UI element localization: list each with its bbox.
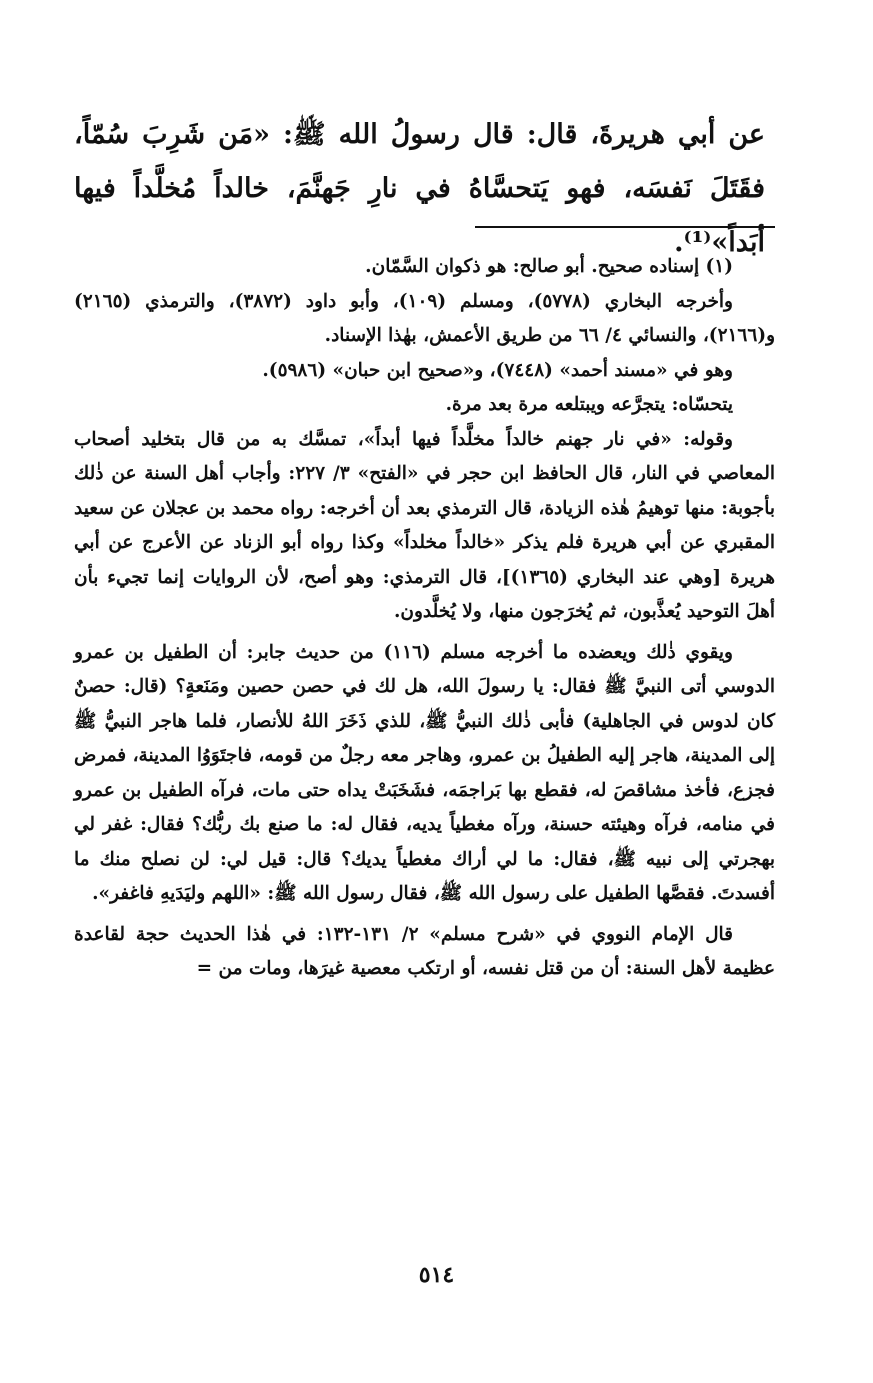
footnote-paragraph: وأخرجه البخاري (٥٧٧٨)، ومسلم (١٠٩)، وأبو داود (٣٨٧٢)، والترمذي (٢١٦٥) و(٢١٦٦)، والنسائي ٤/ ٦٦ من طريق الأعمش، بهٰذا الإسناد. <box>74 290 775 346</box>
footnote-paragraph: وقوله: «في نار جهنم خالداً مخلَّداً فيها أبداً»، تمسَّك به من قال بتخليد أصحاب المعاصي في النار، قال الحافظ ابن حجر في «الفتح» ٣/ ٢٢٧: وأجاب أهل السنة عن ذٰلك بأجوبة: منها توهيمُ هٰذه الزيادة، قال الترمذي بعد أن أخرجه: رواه محمد بن عجلان عن سعيد المقبري عن أبي هريرة فلم يذكر «خالداً مخلداً» وكذا رواه أبو الزناد عن الأعرج عن أبي هريرة [وهي عند البخاري (١٣٦٥)]، قال الترمذي: وهو أصح، لأن الروايات إنما تجيء بأن أهلَ التوحيد يُعذَّبون، ثم يُخرَجون منها، ولا يُخلَّدون. <box>74 428 776 622</box>
footnote-paragraph: قال الإمام النووي في «شرح مسلم» ٢/ ١٣١-١٣٢: في هٰذا الحديث حجة لقاعدة عظيمة لأهل السنة: أن من قتل نفسه، أو ارتكب معصية غيرَها، ومات من = <box>74 923 775 979</box>
footnote-paragraph: يتحسّاه: يتجرَّعه ويبتلعه مرة بعد مرة. <box>445 394 733 415</box>
page-number: ٥١٤ <box>418 1262 455 1288</box>
footnote-paragraph: ويقوي ذٰلك ويعضده ما أخرجه مسلم (١١٦) من حديث جابر: أن الطفيل بن عمرو الدوسي أتى النبيَّ ﷺ فقال: يا رسولَ الله، هل لك في حصن حصين ومَنَعةٍ؟ (قال: حصنٌ كان لدوس في الجاهلية) فأبى ذٰلك النبيُّ ﷺ، للذي ذَخَرَ اللهُ للأنصار، فلما هاجر النبيُّ ﷺ إلى المدينة، هاجر إليه الطفيلُ بن عمرو، وهاجر معه رجلٌ من قومه، فاجتَوَوُا المدينة، فمرض فجزع، فأخذ مشاقصَ له، فقطع بها بَراجمَه، فشَخَبَتْ يداه حتى مات، فرآه الطفيل بن عمرو في منامه، فرآه وهيئته حسنة، ورآه مغطياً يديه، فقال له: ما صنع بك ربُّك؟ فقال: غفر لي بهجرتي إلى نبيه ﷺ، فقال: ما لي أراك مغطياً يديك؟ قال: قيل لي: لن نصلح منك ما أفسدتَ. فقصَّها الطفيل على رسول الله ﷺ، فقال رسول الله ﷺ: «اللهم وليَدَيهِ فاغفر». <box>74 641 775 904</box>
footnote-paragraph: وهو في «مسند أحمد» (٧٤٤٨)، و«صحيح ابن حبان» (٥٩٨٦). <box>262 359 733 381</box>
footnote-paragraph: (١) إسناده صحيح. أبو صالح: هو ذكوان السَّمّان. <box>365 256 733 277</box>
footnotes <box>74 250 775 987</box>
hadith-line-2: فقَتَلَ نَفسَه، فهو يَتحسَّاهُ في نارِ جَهنَّمَ، خالداً مُخلَّداً فيها أبَداً»⁽¹⁾. <box>74 173 765 258</box>
hadith-line-1: عن أبي هريرةَ، قال: قال رسولُ الله ﷺ: «مَن شَرِبَ سُمّاً، <box>74 119 765 150</box>
footnote-separator <box>475 226 775 228</box>
hadith-text <box>74 108 765 270</box>
